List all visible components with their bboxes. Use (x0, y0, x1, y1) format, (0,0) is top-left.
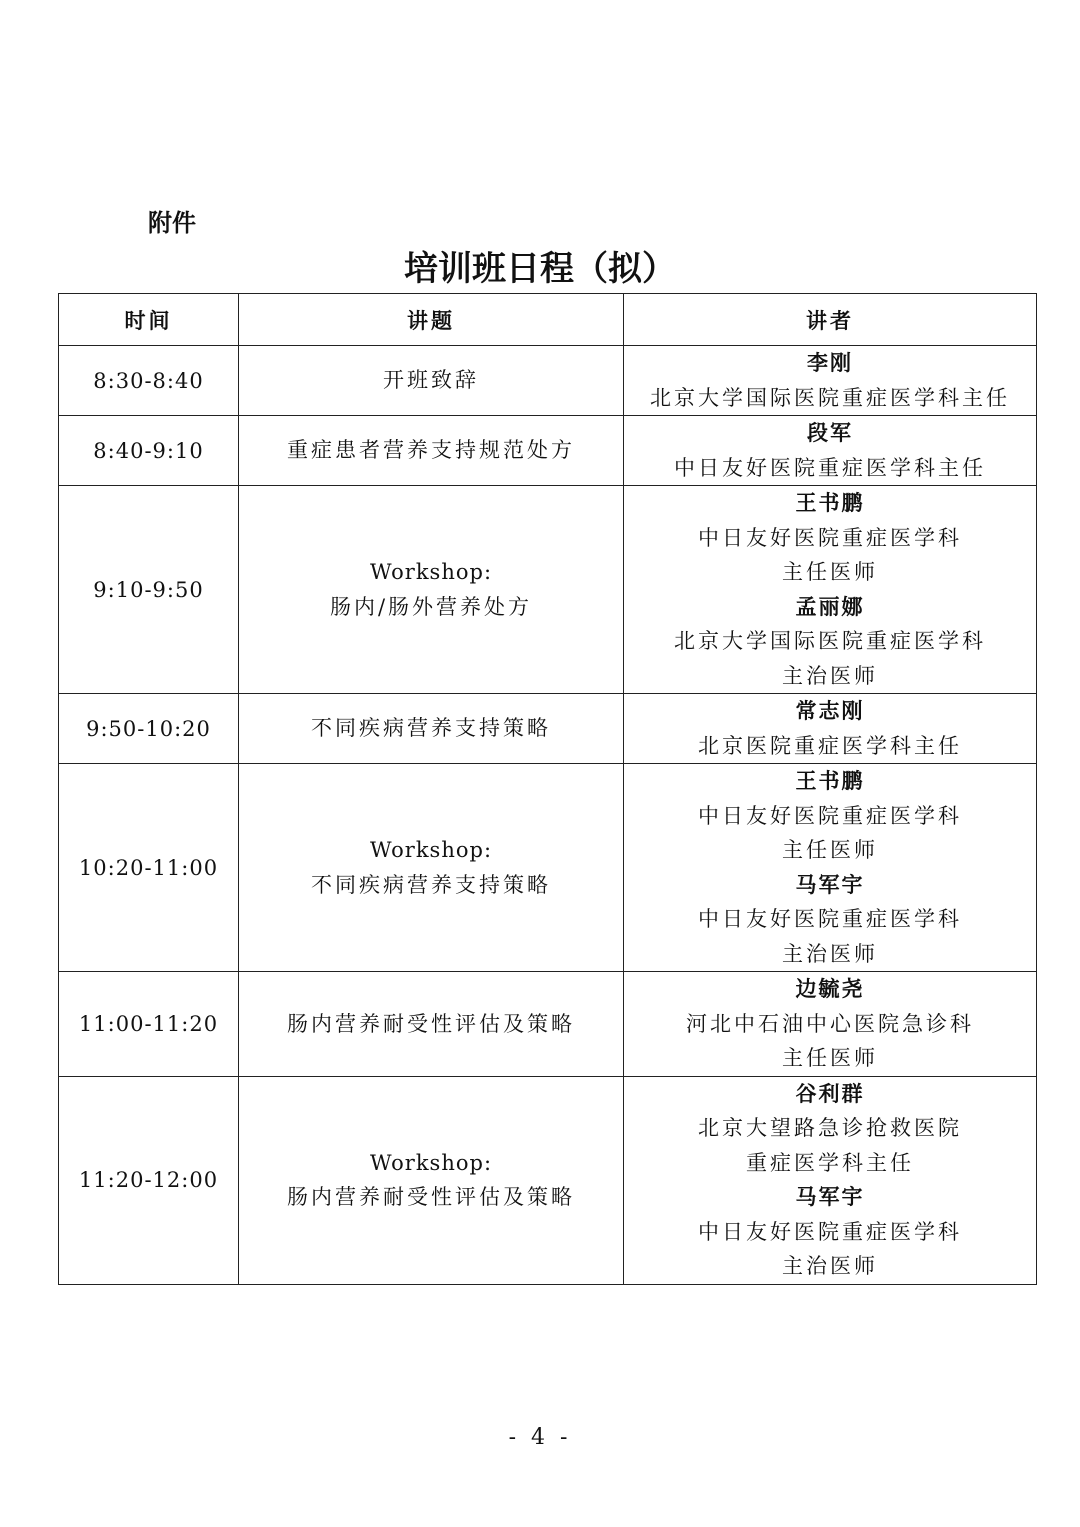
speaker-name: 李刚 (807, 351, 853, 375)
topic-cell (239, 764, 624, 972)
topic-line: 开班致辞 (383, 368, 479, 393)
speaker-cell (624, 764, 1037, 972)
table-row (59, 416, 1037, 486)
topic-cell (239, 1076, 624, 1284)
speaker-name: 孟丽娜 (795, 594, 865, 619)
topic-line: 肠内营养耐受性评估及策略 (287, 1185, 575, 1209)
topic-line: 肠内营养耐受性评估及策略 (287, 1011, 575, 1036)
header-time: 时间 (59, 294, 239, 346)
speaker-affiliation: 主任医师 (782, 1046, 878, 1070)
time-cell: 9:10-9:50 (59, 486, 239, 694)
attachment-label: 附件 (148, 209, 196, 237)
time-cell: 8:40-9:10 (59, 416, 239, 486)
table-header-row (59, 294, 1037, 346)
table-row (59, 346, 1037, 416)
speaker-affiliation: 中日友好医院重症医学科主任 (674, 455, 986, 480)
topic-cell (239, 694, 624, 764)
topic-line: 不同疾病营养支持策略 (311, 872, 551, 897)
speaker-affiliation: 主任医师 (782, 560, 878, 584)
speaker-name: 段军 (807, 421, 853, 445)
speaker-cell (624, 1076, 1037, 1284)
topic-cell (239, 416, 624, 486)
speaker-affiliation: 主治医师 (782, 1254, 878, 1278)
table-row (59, 764, 1037, 972)
speaker-affiliation: 中日友好医院重症医学科 (698, 907, 962, 931)
speaker-affiliation: 主治医师 (782, 941, 878, 966)
speaker-cell (624, 346, 1037, 416)
header-speaker: 讲者 (624, 294, 1037, 346)
topic-line: Workshop: (369, 560, 493, 584)
speaker-name: 马军宇 (795, 872, 865, 897)
time-cell: 10:20-11:00 (59, 764, 239, 972)
speaker-affiliation: 北京大学国际医院重症医学科 (674, 629, 986, 653)
speaker-cell (624, 416, 1037, 486)
speaker-name: 王书鹏 (795, 769, 865, 793)
topic-line: Workshop: (369, 1150, 493, 1175)
topic-line: 重症患者营养支持规范处方 (287, 438, 575, 463)
schedule-table (58, 293, 1037, 1285)
table-row (59, 972, 1037, 1077)
speaker-affiliation: 北京大学国际医院重症医学科主任 (650, 385, 1010, 410)
page-number: - 4 - (508, 1425, 572, 1450)
topic-cell (239, 346, 624, 416)
schedule-body (59, 346, 1037, 1285)
speaker-cell (624, 972, 1037, 1077)
speaker-affiliation: 主治医师 (782, 663, 878, 688)
speaker-affiliation: 中日友好医院重症医学科 (698, 803, 962, 828)
topic-line: Workshop: (369, 838, 493, 862)
speaker-name: 马军宇 (795, 1185, 865, 1209)
speaker-affiliation: 中日友好医院重症医学科 (698, 525, 962, 550)
speaker-cell (624, 694, 1037, 764)
table-row (59, 694, 1037, 764)
time-cell: 8:30-8:40 (59, 346, 239, 416)
topic-cell (239, 972, 624, 1077)
topic-line: 肠内/肠外营养处方 (329, 594, 533, 619)
speaker-name: 边毓尧 (795, 977, 865, 1001)
header-topic: 讲题 (239, 294, 624, 346)
speaker-cell (624, 486, 1037, 694)
time-cell: 9:50-10:20 (59, 694, 239, 764)
speaker-affiliation: 北京医院重症医学科主任 (698, 733, 962, 758)
speaker-affiliation: 中日友好医院重症医学科 (698, 1219, 962, 1244)
page-title: 培训班日程（拟） (404, 249, 676, 289)
time-cell: 11:00-11:20 (59, 972, 239, 1077)
topic-cell (239, 486, 624, 694)
speaker-affiliation: 重症医学科主任 (746, 1150, 914, 1175)
speaker-name: 谷利群 (795, 1081, 865, 1106)
speaker-affiliation: 北京大望路急诊抢救医院 (698, 1116, 962, 1140)
time-cell: 11:20-12:00 (59, 1076, 239, 1284)
table-row (59, 1076, 1037, 1284)
table-row (59, 486, 1037, 694)
speaker-affiliation: 河北中石油中心医院急诊科 (686, 1011, 974, 1036)
speaker-name: 王书鹏 (795, 491, 865, 515)
topic-line: 不同疾病营养支持策略 (311, 716, 551, 741)
speaker-name: 常志刚 (795, 699, 865, 723)
speaker-affiliation: 主任医师 (782, 838, 878, 862)
